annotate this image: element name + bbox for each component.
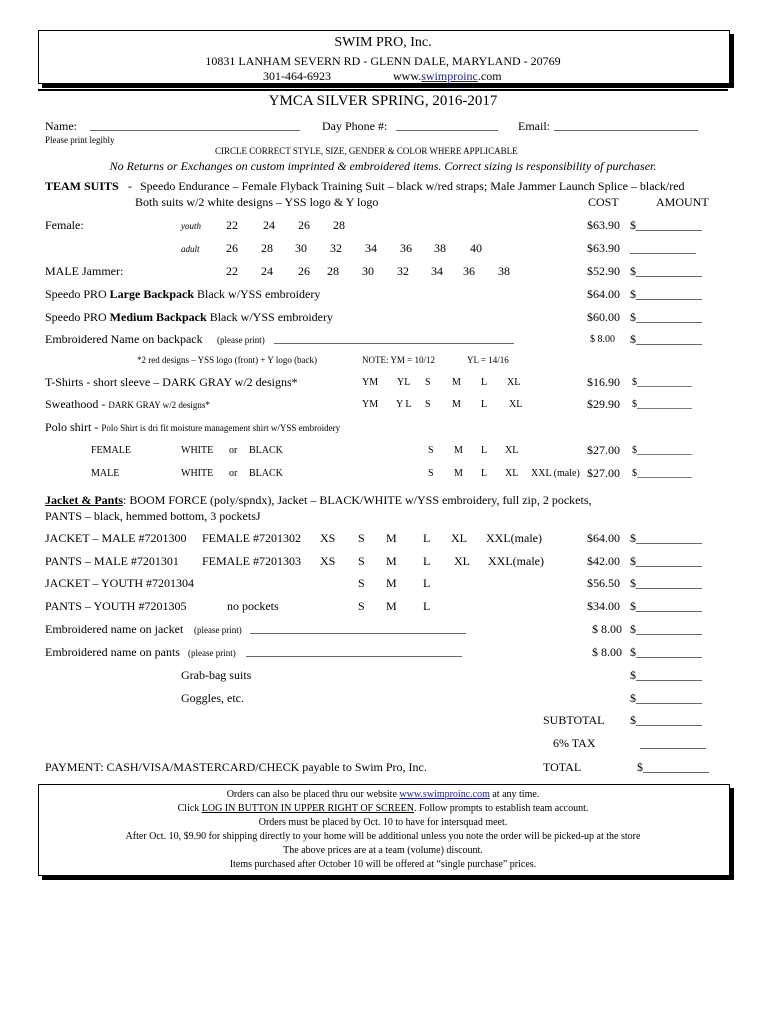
team-suits-label: TEAM SUITS bbox=[45, 179, 119, 193]
amount-field[interactable]: $___________ bbox=[630, 622, 702, 636]
size-option[interactable]: XL bbox=[451, 531, 467, 545]
company-phone: 301-464-6923 bbox=[263, 69, 331, 83]
jacket-pants-title: Jacket & Pants bbox=[45, 493, 123, 507]
company-website[interactable] bbox=[393, 69, 502, 84]
payment-note: PAYMENT: CASH/VISA/MASTERCARD/CHECK payable to Swim Pro, Inc. bbox=[45, 760, 427, 774]
price: $60.00 bbox=[587, 310, 620, 324]
size-option[interactable]: 26 bbox=[298, 264, 310, 278]
jacket-pants-desc1: : BOOM FORCE (poly/spndx), Jacket – BLACK/WHITE w/YSS embroidery, full zip, 2 pockets, bbox=[123, 493, 592, 507]
goggles-label: Goggles, etc. bbox=[181, 691, 244, 705]
size-option[interactable]: XL bbox=[507, 377, 521, 388]
amount-field[interactable]: $___________ bbox=[630, 599, 702, 613]
size-option[interactable]: 36 bbox=[400, 241, 412, 255]
circle-note: CIRCLE CORRECT STYLE, SIZE, GENDER & COLOR WHERE APPLICABLE bbox=[215, 146, 518, 156]
jacket-name-label: Embroidered name on jacket bbox=[45, 622, 184, 636]
size-option[interactable]: M bbox=[386, 599, 397, 613]
size-option[interactable]: XXL(male) bbox=[488, 554, 544, 568]
total-label: TOTAL bbox=[543, 760, 582, 774]
tax-label: 6% TAX bbox=[553, 736, 596, 750]
polo-male-label: MALE bbox=[91, 468, 120, 479]
color-option[interactable]: WHITE bbox=[181, 445, 214, 456]
team-suits-desc2: Both suits w/2 white designs – YSS logo & Y logo bbox=[135, 195, 379, 209]
size-option[interactable]: 32 bbox=[397, 264, 409, 278]
footer-line-3: Orders must be placed by Oct. 10 to have for intersquad meet. bbox=[258, 817, 508, 828]
color-option[interactable]: WHITE bbox=[181, 468, 214, 479]
size-option[interactable]: S bbox=[425, 399, 431, 410]
print-hint: (please print) bbox=[194, 625, 242, 635]
youth-label: youth bbox=[181, 221, 201, 231]
size-option[interactable]: XL bbox=[505, 468, 519, 479]
size-option[interactable]: XXL (male) bbox=[531, 468, 580, 479]
price: $64.00 bbox=[587, 287, 620, 301]
size-option[interactable]: YM bbox=[362, 377, 379, 388]
tax-field[interactable]: ___________ bbox=[640, 736, 706, 750]
sweathood-name: Sweathood - bbox=[45, 397, 109, 411]
no-pockets-note: no pockets bbox=[227, 599, 279, 613]
size-option[interactable]: 26 bbox=[226, 241, 238, 255]
size-option[interactable]: S bbox=[358, 599, 365, 613]
size-option[interactable]: XL bbox=[454, 554, 470, 568]
size-option[interactable]: 30 bbox=[295, 241, 307, 255]
size-option[interactable]: 22 bbox=[226, 218, 238, 232]
print-hint: (please print) bbox=[217, 335, 265, 345]
print-hint: (please print) bbox=[188, 648, 236, 658]
footer-line-2 bbox=[38, 803, 728, 814]
cost-header: COST bbox=[588, 195, 619, 209]
price: $63.90 bbox=[587, 218, 620, 232]
backpack-suffix: Black w/YSS embroidery bbox=[194, 287, 321, 301]
size-option[interactable]: 28 bbox=[327, 264, 339, 278]
price: $52.90 bbox=[587, 264, 620, 278]
price: $16.90 bbox=[587, 375, 620, 389]
amount-field[interactable]: $___________ bbox=[632, 468, 692, 479]
size-option[interactable]: L bbox=[481, 399, 488, 410]
size-option[interactable]: M bbox=[386, 554, 397, 568]
amount-field[interactable]: $___________ bbox=[630, 554, 702, 568]
size-option[interactable]: 28 bbox=[261, 241, 273, 255]
name-field[interactable]: ___________________________________ bbox=[90, 118, 300, 132]
team-suits-desc1: Speedo Endurance – Female Flyback Training Suit – black w/red straps; Male Jammer Launch Splice – black/red bbox=[140, 179, 685, 193]
total-field[interactable]: $___________ bbox=[637, 760, 709, 774]
page-title: YMCA SILVER SPRING, 2016-2017 bbox=[268, 93, 498, 109]
amount-field[interactable]: $___________ bbox=[632, 445, 692, 456]
subtotal-label: SUBTOTAL bbox=[543, 713, 605, 727]
size-option[interactable]: 34 bbox=[365, 241, 377, 255]
tshirt-label: T-Shirts - short sleeve – DARK GRAY w/2 designs* bbox=[45, 375, 298, 389]
amount-field[interactable]: $___________ bbox=[630, 264, 702, 278]
size-option[interactable]: M bbox=[454, 468, 463, 479]
pants-male-label: PANTS – MALE #7201301 bbox=[45, 554, 179, 568]
amount-field[interactable]: $___________ bbox=[630, 668, 702, 682]
size-option[interactable]: M bbox=[386, 576, 397, 590]
amount-field[interactable]: $___________ bbox=[630, 332, 702, 346]
female-label: Female: bbox=[45, 218, 84, 232]
pants-female-label: FEMALE #7201303 bbox=[202, 554, 301, 568]
jacket-male-label: JACKET – MALE #7201300 bbox=[45, 531, 187, 545]
male-jammer-label: MALE Jammer: bbox=[45, 264, 124, 278]
amount-field[interactable]: $___________ bbox=[630, 218, 702, 232]
phone-field[interactable]: _________________ bbox=[396, 118, 498, 132]
login-instruction: LOG IN BUTTON IN UPPER RIGHT OF SCREEN bbox=[201, 803, 414, 814]
size-option[interactable]: M bbox=[386, 531, 397, 545]
pants-name-label: Embroidered name on pants bbox=[45, 645, 180, 659]
amount-field[interactable]: $___________ bbox=[630, 310, 702, 324]
web-link[interactable]: swimproinc bbox=[421, 69, 478, 83]
size-option[interactable]: Y L bbox=[396, 399, 412, 410]
size-option[interactable]: M bbox=[452, 377, 461, 388]
policy-note: No Returns or Exchanges on custom imprinted & embroidered items. Correct sizing is responsibility of purchaser. bbox=[109, 159, 657, 173]
size-option[interactable]: 32 bbox=[330, 241, 342, 255]
size-option[interactable]: XL bbox=[505, 445, 519, 456]
amount-header: AMOUNT bbox=[656, 195, 709, 209]
size-option[interactable]: XL bbox=[509, 399, 523, 410]
jacket-name-field[interactable]: ____________________________________ bbox=[250, 621, 466, 635]
amount-field[interactable]: $___________ bbox=[632, 399, 692, 410]
footer-text: at any time. bbox=[489, 789, 540, 800]
polo-name: Polo shirt - bbox=[45, 420, 102, 434]
backpack-name-field[interactable]: ________________________________________ bbox=[274, 331, 514, 345]
size-option[interactable]: 24 bbox=[263, 218, 275, 232]
size-option[interactable]: L bbox=[423, 599, 431, 613]
size-option[interactable]: XXL(male) bbox=[486, 531, 542, 545]
web-suffix: .com bbox=[477, 69, 502, 83]
footer-text: Orders can also be placed thru our website bbox=[226, 789, 400, 800]
or-text: or bbox=[229, 445, 238, 456]
backpack-prefix: Speedo PRO bbox=[45, 287, 110, 301]
footer-line-6: Items purchased after October 10 will be offered at “single purchase” prices. bbox=[229, 859, 537, 870]
size-option[interactable]: S bbox=[428, 445, 434, 456]
size-option[interactable]: XS bbox=[320, 531, 336, 545]
amount-field[interactable]: ___________ bbox=[630, 241, 696, 255]
backpack-name-label: Embroidered Name on backpack bbox=[45, 332, 203, 346]
footer-line-5: The above prices are at a team (volume) discount. bbox=[283, 845, 483, 856]
size-option[interactable]: 34 bbox=[431, 264, 443, 278]
size-option[interactable]: 28 bbox=[333, 218, 345, 232]
price: $ 8.00 bbox=[590, 334, 615, 345]
sweathood-label bbox=[45, 397, 210, 412]
header-divider bbox=[38, 89, 728, 91]
size-option[interactable]: L bbox=[423, 531, 431, 545]
price: $63.90 bbox=[587, 241, 620, 255]
print-note: Please print legibly bbox=[45, 135, 115, 145]
price: $56.50 bbox=[587, 576, 620, 590]
size-option[interactable]: L bbox=[423, 554, 431, 568]
backpack-type: Large Backpack bbox=[109, 287, 195, 301]
web-prefix: www. bbox=[393, 69, 422, 83]
size-option[interactable]: 38 bbox=[498, 264, 510, 278]
footer-text: . Follow prompts to establish team account. bbox=[413, 803, 589, 814]
amount-field[interactable]: $___________ bbox=[632, 377, 692, 388]
size-option[interactable]: 38 bbox=[434, 241, 446, 255]
size-option[interactable]: L bbox=[423, 576, 431, 590]
email-field[interactable]: ________________________ bbox=[554, 118, 698, 132]
backpack-prefix: Speedo PRO bbox=[45, 310, 110, 324]
price: $27.00 bbox=[587, 466, 620, 480]
company-address: 10831 LANHAM SEVERN RD - GLENN DALE, MARYLAND - 20769 bbox=[205, 54, 561, 68]
price: $27.00 bbox=[587, 443, 620, 457]
subtotal-field[interactable]: $___________ bbox=[630, 713, 702, 727]
size-option[interactable]: 30 bbox=[362, 264, 374, 278]
price: $ 8.00 bbox=[592, 622, 622, 636]
size-option[interactable]: S bbox=[358, 531, 365, 545]
size-option[interactable]: 22 bbox=[226, 264, 238, 278]
color-option[interactable]: BLACK bbox=[249, 445, 283, 456]
price: $29.90 bbox=[587, 397, 620, 411]
price: $ 8.00 bbox=[592, 645, 622, 659]
polo-female-label: FEMALE bbox=[91, 445, 131, 456]
polo-label bbox=[45, 420, 340, 435]
amount-field[interactable]: $___________ bbox=[630, 645, 702, 659]
sweathood-desc: DARK GRAY w/2 designs* bbox=[108, 400, 210, 410]
size-option[interactable]: S bbox=[358, 576, 365, 590]
grab-bag-label: Grab-bag suits bbox=[181, 668, 252, 682]
backpack-suffix: Black w/YSS embroidery bbox=[206, 310, 334, 324]
jacket-youth-label: JACKET – YOUTH #7201304 bbox=[45, 576, 194, 590]
price: $34.00 bbox=[587, 599, 620, 613]
or-text: or bbox=[229, 468, 238, 479]
size-option[interactable]: 24 bbox=[261, 264, 273, 278]
jacket-pants-desc2: PANTS – black, hemmed bottom, 3 pocketsJ bbox=[45, 509, 261, 523]
pants-youth-label: PANTS – YOUTH #7201305 bbox=[45, 599, 187, 613]
footer-line-4: After Oct. 10, $9.90 for shipping directly to your home will be additional unless you note the order will be picked-up at the store bbox=[125, 831, 641, 842]
backpack-type: Medium Backpack bbox=[109, 310, 207, 324]
website-link[interactable]: www.swimproinc.com bbox=[399, 789, 490, 800]
size-option[interactable]: L bbox=[481, 377, 488, 388]
adult-label: adult bbox=[181, 244, 200, 254]
phone-label: Day Phone #: bbox=[322, 119, 388, 133]
size-option[interactable]: L bbox=[481, 468, 488, 479]
name-label: Name: bbox=[45, 119, 77, 133]
color-option[interactable]: BLACK bbox=[249, 468, 283, 479]
size-note-yl: YL = 14/16 bbox=[467, 355, 509, 365]
size-option[interactable]: M bbox=[454, 445, 463, 456]
size-option[interactable]: 36 bbox=[463, 264, 475, 278]
size-option[interactable]: 40 bbox=[470, 241, 482, 255]
polo-desc: Polo Shirt is dri fit moisture management shirt w/YSS embroidery bbox=[101, 423, 341, 433]
size-option[interactable]: 26 bbox=[298, 218, 310, 232]
footer-text: Click bbox=[177, 803, 202, 814]
pants-name-field[interactable]: ____________________________________ bbox=[246, 644, 462, 658]
size-option[interactable]: M bbox=[452, 399, 461, 410]
size-option[interactable]: YM bbox=[362, 399, 379, 410]
size-note: NOTE: YM = 10/12 bbox=[362, 355, 435, 365]
size-option[interactable]: XS bbox=[320, 554, 336, 568]
size-option[interactable]: S bbox=[425, 377, 431, 388]
medium-backpack-label bbox=[45, 310, 333, 325]
large-backpack-label bbox=[45, 287, 320, 302]
jacket-pants-desc bbox=[45, 493, 592, 508]
price: $42.00 bbox=[587, 554, 620, 568]
amount-field[interactable]: $___________ bbox=[630, 531, 702, 545]
size-option[interactable]: S bbox=[358, 554, 365, 568]
price: $64.00 bbox=[587, 531, 620, 545]
footer-line-1 bbox=[38, 789, 728, 800]
amount-field[interactable]: $___________ bbox=[630, 576, 702, 590]
size-option[interactable]: S bbox=[428, 468, 434, 479]
team-suits-dash: - bbox=[128, 179, 132, 193]
jacket-female-label: FEMALE #7201302 bbox=[202, 531, 301, 545]
designs-note: *2 red designs – YSS logo (front) + Y logo (back) bbox=[137, 355, 318, 365]
size-option[interactable]: YL bbox=[397, 377, 411, 388]
email-label: Email: bbox=[518, 119, 550, 133]
size-option[interactable]: L bbox=[481, 445, 488, 456]
amount-field[interactable]: $___________ bbox=[630, 287, 702, 301]
company-name: SWIM PRO, Inc. bbox=[334, 35, 432, 50]
amount-field[interactable]: $___________ bbox=[630, 691, 702, 705]
